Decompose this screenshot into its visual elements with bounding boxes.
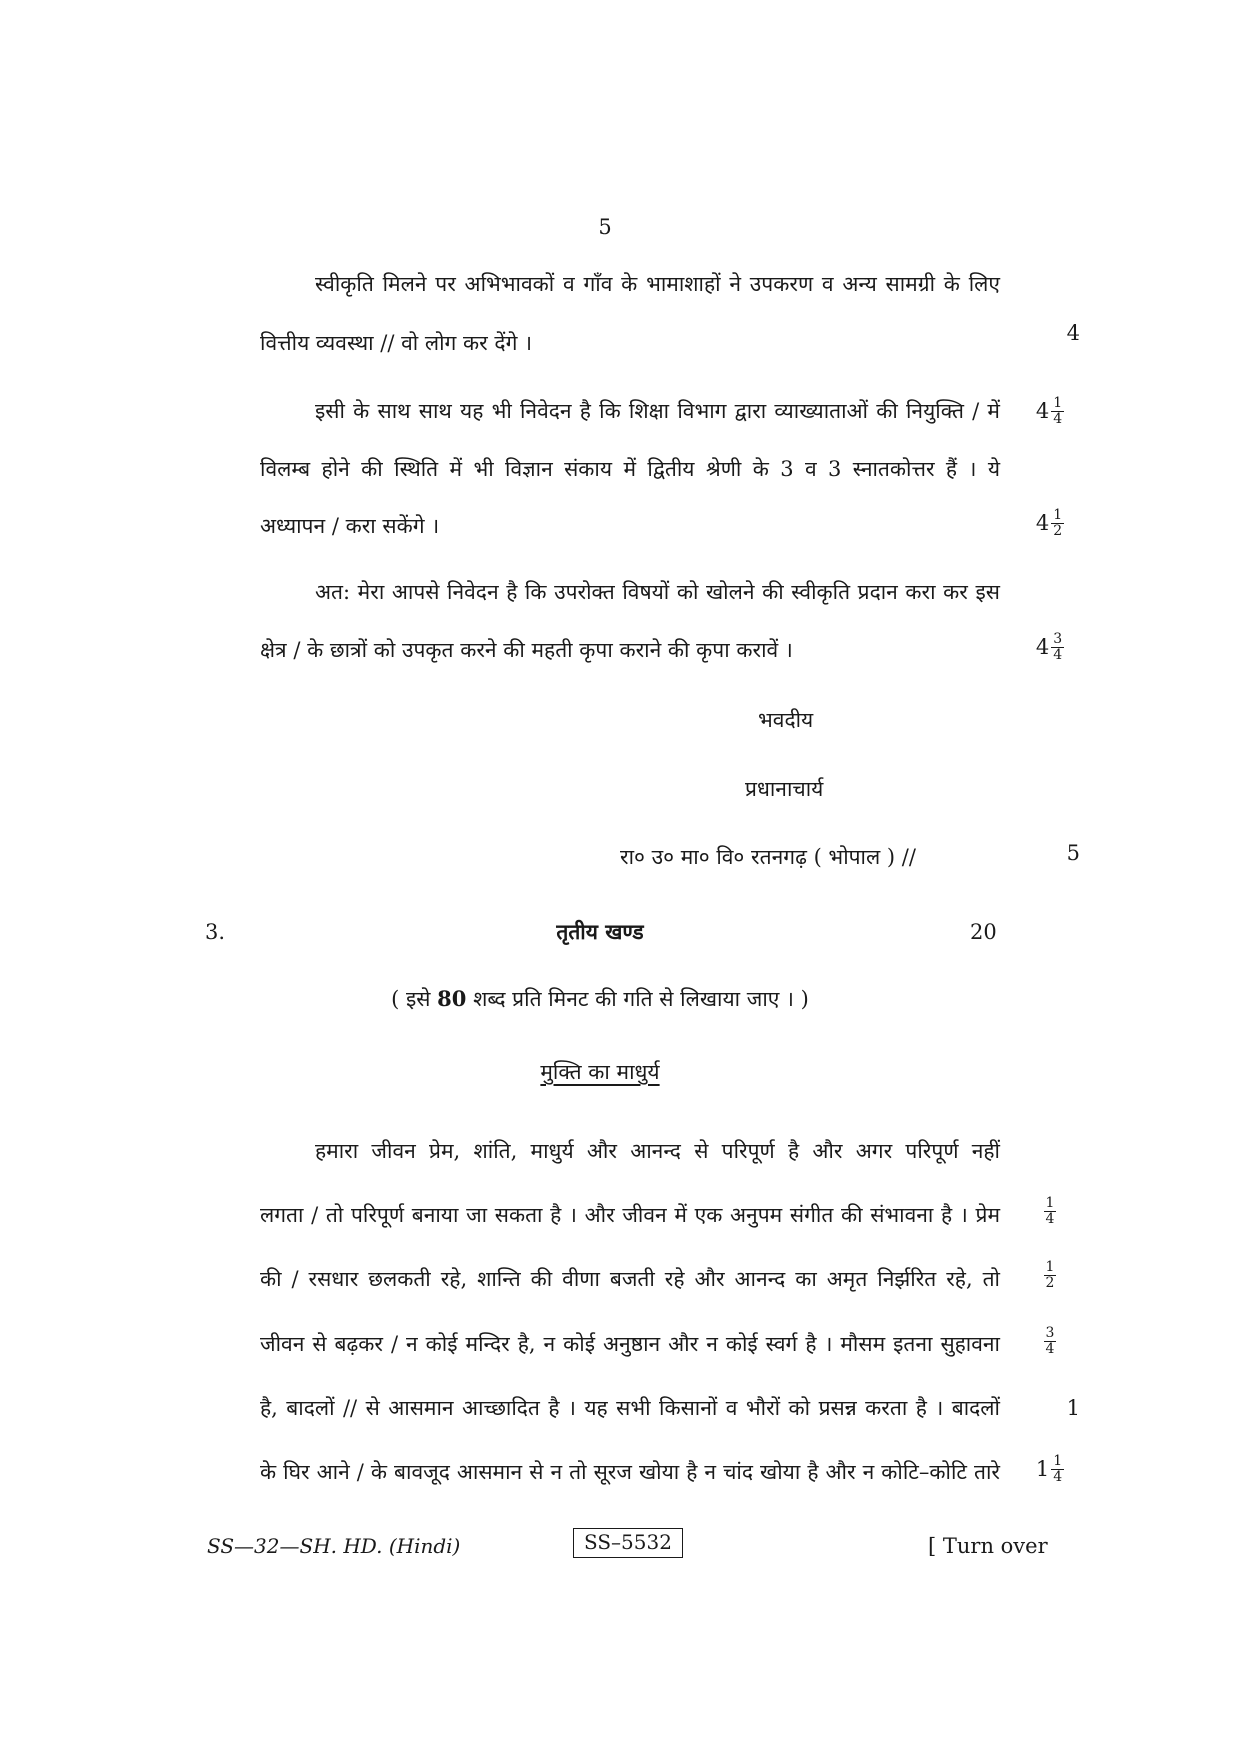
passage-line-6: के घिर आने / के बावजूद आसमान से न तो सूरज खोया है न चांद खोया है और न कोटि–कोटि तारे: [260, 1460, 1000, 1484]
page-number: 5: [598, 215, 612, 239]
marks-indicator: 1 $\frac{1}{4}$: [1035, 1452, 1063, 1485]
passage-line-5: है, बादलों // से आसमान आच्छादित है । यह सभी किसानों व भौरों को प्रसन्न करता है । बादलों: [260, 1396, 1000, 1420]
marks-indicator: $\frac{3}{4}$: [1045, 1324, 1055, 1357]
passage-title-wrap: [0, 1058, 1200, 1086]
marks-indicator: 4 $\frac{1}{2}$: [1035, 506, 1063, 539]
question-number: 3.: [205, 920, 226, 944]
section-title: तृतीय खण्ड: [556, 919, 644, 944]
footer-series-code: SS–5532: [573, 1528, 683, 1558]
marks-indicator: 4: [1066, 321, 1080, 345]
passage-line-4: जीवन से बढ़कर / न कोई मन्दिर है, न कोई अनुष्ठान और न कोई स्वर्ग है । मौसम इतना सुहावना: [260, 1332, 1000, 1356]
letter-line-2: वित्तीय व्यवस्था // वो लोग कर देंगे ।: [260, 331, 533, 355]
passage-title: मुक्ति का माधुर्य: [540, 1060, 660, 1084]
passage-line-2: लगता / तो परिपूर्ण बनाया जा सकता है । और जीवन में एक अनुपम संगीत की संभावना है । प्रेम: [260, 1203, 1000, 1227]
letter-line-3: इसी के साथ साथ यह भी निवेदन है कि शिक्षा विभाग द्वारा व्याख्याताओं की नियुक्ति / में: [315, 399, 1000, 423]
section-marks: 20: [970, 920, 997, 944]
closing: भवदीय: [758, 708, 814, 732]
footer-box: [573, 1530, 683, 1554]
marks-indicator: 4 $\frac{1}{4}$: [1035, 394, 1063, 427]
letter-line-4: विलम्ब होने की स्थिति में भी विज्ञान संकाय में द्वितीय श्रेणी के 3 व 3 स्नातकोत्तर हैं । ये: [260, 457, 1000, 481]
footer-paper-code: SS—32—SH. HD. (Hindi): [207, 1534, 461, 1558]
dictation-instruction: ( इसे 80 शब्द प्रति मिनट की गति से लिखाया जाए । ): [391, 986, 809, 1011]
marks-indicator: 5: [1066, 841, 1080, 865]
marks-indicator: $\frac{1}{2}$: [1045, 1258, 1055, 1291]
school-name: रा० उ० मा० वि० रतनगढ़ ( भोपाल ) //: [620, 845, 916, 869]
letter-line-6: अत: मेरा आपसे निवेदन है कि उपरोक्त विषयों को खोलने की स्वीकृति प्रदान करा कर इस: [315, 580, 1000, 604]
passage-line-1: हमारा जीवन प्रेम, शांति, माधुर्य और आनन्द से परिपूर्ण है और अगर परिपूर्ण नहीं: [315, 1139, 1000, 1163]
designation: प्रधानाचार्य: [745, 777, 824, 801]
marks-indicator: $\frac{1}{4}$: [1045, 1194, 1055, 1227]
letter-line-7: क्षेत्र / के छात्रों को उपकृत करने की महती कृपा कराने की कृपा करावें ।: [260, 638, 793, 662]
letter-line-5: अध्यापन / करा सकेंगे ।: [260, 514, 440, 538]
turn-over-label: [ Turn over: [928, 1534, 1048, 1558]
passage-line-3: की / रसधार छलकती रहे, शान्ति की वीणा बजती रहे और आनन्द का अमृत निर्झरित रहे, तो: [260, 1267, 1000, 1291]
marks-indicator: 4 $\frac{3}{4}$: [1035, 630, 1063, 663]
marks-indicator: 1: [1066, 1396, 1080, 1420]
letter-line-1: स्वीकृति मिलने पर अभिभावकों व गाँव के भामाशाहों ने उपकरण व अन्य सामग्री के लिए: [315, 272, 1000, 296]
